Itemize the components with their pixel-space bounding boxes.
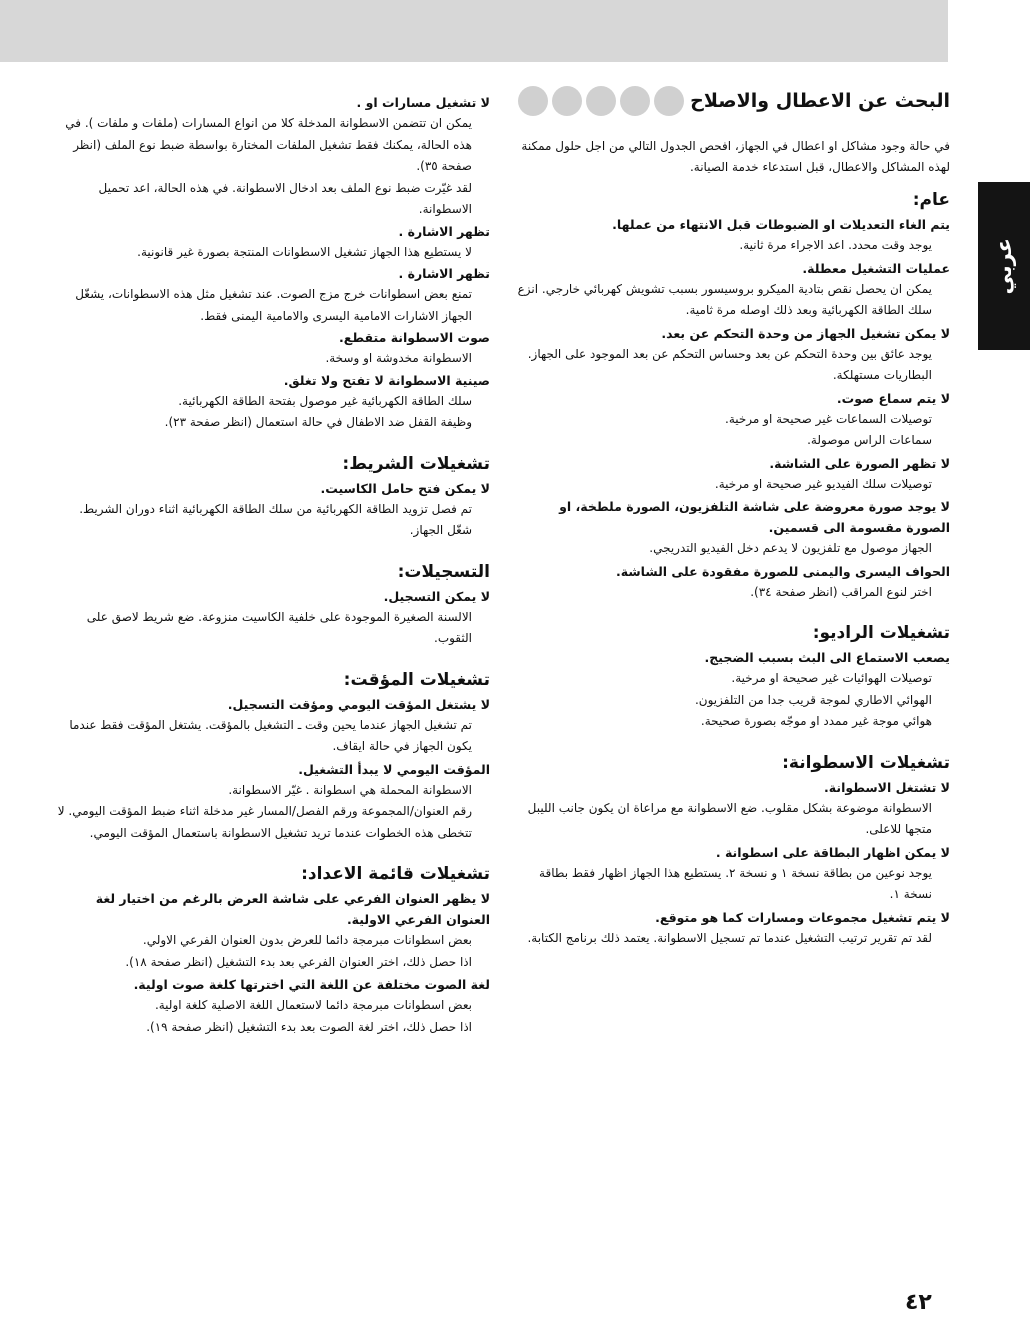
remedy-text: اذا حصل ذلك، اختر لغة الصوت بعد بدء التشغيل (انظر صفحة ١٩). xyxy=(146,1019,472,1034)
symptom-heading: لا يمكن التسجيل. xyxy=(383,588,490,604)
remedy-text: توصيلات سلك الفيديو غير صحيحة او مرخية. xyxy=(714,476,932,491)
section xyxy=(514,621,950,733)
remedy-text: توصيلات السماعات غير صحيحة او مرخية. xyxy=(725,411,932,426)
symptom-heading: يصعب الاستماع الى البث بسبب الضجيج. xyxy=(704,650,950,665)
symptom-heading: لا تشتغل الاسطوانة. xyxy=(824,779,950,795)
remedy-text: بعض اسطوانات مبرمجة دائما للعرض بدون العنوان الفرعي الاولي. xyxy=(142,933,472,947)
section-heading: تشغيلات الشريط: xyxy=(342,453,490,474)
section xyxy=(56,668,490,845)
section xyxy=(56,862,490,1038)
section xyxy=(514,188,950,603)
left-sections xyxy=(56,92,490,1038)
decorative-dot xyxy=(552,86,582,116)
symptom-heading: لغة الصوت مختلفة عن اللغة التي اخترتها كلغة صوت اولية. xyxy=(133,977,490,992)
symptom-heading: صينية الاسطوانة لا تفتح ولا تغلق. xyxy=(283,372,490,388)
remedy-text: اذا حصل ذلك، اختر العنوان الفرعي بعد بدء التشغيل (انظر صفحة ١٨). xyxy=(125,954,472,969)
symptom-heading: عمليات التشغيل معطلة. xyxy=(802,260,950,276)
section-heading: تشغيلات قائمة الاعداد: xyxy=(301,864,490,884)
symptom-heading: لا تشغيل مسارات او . xyxy=(356,95,490,110)
top-gray-band xyxy=(0,0,948,62)
remedy-text: وظيفة القفل ضد الاطفال في حالة استعمال (انظر صفحة ٢٣). xyxy=(164,415,472,429)
remedy-text: بعض اسطوانات مبرمجة دائما لاستعمال اللغة الاصلية كلغة اولية. xyxy=(154,998,472,1012)
remedy-text: تمنع بعض اسطوانات خرج مزج الصوت. عند تشغيل مثل هذه الاسطوانات، يشغّل الجهاز الاشارات الامامية اليسرى والامامية اليمنى فقط. xyxy=(75,287,472,323)
remedy-text: الاسطوانة مخدوشة او وسخة. xyxy=(325,351,472,365)
section-heading: التسجيلات: xyxy=(397,561,490,582)
symptom-heading: صوت الاسطوانة متقطع. xyxy=(339,330,490,345)
remedy-text: يمكن ان يحصل نقص بتادية الميكرو بروسيسور بسبب تشويش كهربائي خارجي. انزع سلك الطاقة الكهربائية وبعد ذلك اوصله مرة ثامية. xyxy=(517,281,932,317)
remedy-text: الالسنة الصغيرة الموجودة على خلفية الكاسيت منزوعة. ضع شريط لاصق على الثقوب. xyxy=(86,609,472,645)
remedy-text: لقد غيّرت ضبط نوع الملف بعد ادخال الاسطوانة. في هذه الحالة، اعد تحميل الاسطوانة. xyxy=(98,180,472,216)
remedy-text: سماعات الراس موصولة. xyxy=(807,433,932,447)
page-title-bar xyxy=(514,86,950,116)
decorative-dot xyxy=(620,86,650,116)
page-title: البحث عن الاعطال والاصلاح xyxy=(690,90,950,112)
symptom-heading: لا يتم سماع صوت. xyxy=(836,390,950,406)
symptom-heading: لا يمكن فتح حامل الكاسيت. xyxy=(320,480,490,496)
symptom-heading: لا يظهر العنوان الفرعي على شاشة العرض بالرغم من اختيار لغة العنوان الفرعي الاولية. xyxy=(95,891,490,927)
remedy-text: الاسطوانة المحملة هي اسطوانة . غيّر الاسطوانة. xyxy=(228,782,472,797)
section xyxy=(56,92,490,434)
decorative-dot xyxy=(518,86,548,116)
remedy-text: تم فصل تزويد الطاقة الكهربائية من سلك الطاقة الكهربائية اثناء دوران الشريط. شغّل الجهاز. xyxy=(79,501,472,537)
right-column xyxy=(514,86,950,949)
section xyxy=(56,452,490,542)
remedy-text: البطاريات مستهلكة. xyxy=(832,368,932,382)
title-decoration-dots xyxy=(518,86,684,116)
remedy-text: اختر لنوع المراقب (انظر صفحة ٣٤). xyxy=(750,584,932,599)
symptom-heading: لا يشتغل المؤقت اليومي ومؤقت التسجيل. xyxy=(227,696,490,712)
symptom-heading: تظهر الاشارة . xyxy=(398,266,490,281)
symptom-heading: تظهر الاشارة . xyxy=(398,223,490,239)
intro-paragraph: في حالة وجود مشاكل او اعطال في الجهاز، افحص الجدول التالي من اجل حلول ممكنة لهذه المشاكل والاعطال، قبل استدعاء خدمة الصيانة. xyxy=(521,139,950,174)
language-tab-label: عربي xyxy=(992,237,1016,295)
remedy-text: يمكن ان تتضمن الاسطوانة المدخلة كلا من انواع المسارات (ملفات و ملفات ). في هذه الحالة، يمكنك فقط تشغيل الملفات المختارة بواسطة ضبط نوع الملف (انظر صفحة ٣٥). xyxy=(65,116,472,173)
remedy-text: يوجد عائق بين وحدة التحكم عن بعد وحساس التحكم عن بعد الموجود على الجهاز. xyxy=(527,346,932,361)
remedy-text: سلك الطاقة الكهربائية غير موصول بفتحة الطاقة الكهربائية. xyxy=(178,393,472,408)
symptom-heading: لا يمكن اظهار البطاقة على اسطوانة . xyxy=(715,844,950,860)
remedy-text: توصيلات الهوائيات غير صحيحة او مرخية. xyxy=(731,671,932,685)
remedy-text: لا يستطيع هذا الجهاز تشغيل الاسطوانات المنتجة بصورة غير قانونية. xyxy=(137,244,472,259)
section-heading: تشغيلات الاسطوانة: xyxy=(782,752,950,773)
page-number: ٤٢ xyxy=(905,1290,932,1315)
right-sections xyxy=(514,188,950,949)
symptom-heading: لا تظهر الصورة على الشاشة. xyxy=(769,455,950,471)
remedy-text: رقم العنوان/المجموعة ورقم الفصل/المسار غير مدخلة اثناء ضبط المؤقت اليومي. لا تتخطى هذه الخطوات عندما تريد تشغيل الاسطوانة باستعمال المؤقت اليومي. xyxy=(57,804,472,840)
remedy-text: لقد تم تقرير ترتيب التشغيل عندما تم تسجيل الاسطوانة. يعتمد ذلك برنامج الكتابة. xyxy=(527,930,932,945)
symptom-heading: لا يوجد صورة معروضة على شاشة التلفزيون، الصورة ملطخة، او الصورة مقسومة الى قسمين. xyxy=(559,499,950,535)
section-heading: تشغيلات المؤقت: xyxy=(343,669,490,690)
symptom-heading: الحواف اليسرى واليمنى للصورة مفقودة على الشاشة. xyxy=(616,563,950,579)
section xyxy=(56,560,490,650)
symptom-heading: لا يمكن تشغيل الجهاز من وحدة التحكم عن بعد. xyxy=(661,325,950,341)
remedy-text: يوجد وقت محدد. اعد الاجراء مرة ثانية. xyxy=(739,238,932,252)
symptom-heading: المؤقت اليومي لا يبدأ التشغيل. xyxy=(298,761,490,777)
remedy-text: يوجد نوعين من بطاقة نسخة ١ و نسخة ٢. يستطيع هذا الجهاز اظهار فقط بطاقة نسخة ١. xyxy=(539,865,932,901)
left-column xyxy=(56,92,490,1038)
remedy-text: الجهاز موصول مع تلفزيون لا يدعم دخل الفيديو التدريجي. xyxy=(649,541,932,555)
remedy-text: هوائي موجة غير ممدد او موجّه بصورة صحيحة. xyxy=(700,714,932,728)
symptom-heading: لا يتم تشغيل مجموعات ومسارات كما هو متوقع. xyxy=(655,909,950,925)
symptom-heading: يتم الغاء التعديلات او الضبوطات قبل الانتهاء من عملها. xyxy=(612,217,950,232)
remedy-text: تم تشغيل الجهاز عندما يحين وقت ـ التشغيل بالمؤقت. يشتغل المؤقت فقط عندما يكون الجهاز في حالة ايقاف. xyxy=(69,717,472,753)
section xyxy=(514,751,950,950)
decorative-dot xyxy=(586,86,616,116)
decorative-dot xyxy=(654,86,684,116)
remedy-text: الاسطوانة موضوعة بشكل مقلوب. ضع الاسطوانة مع مراعاة ان يكون جانب الليبل متجها للاعلى. xyxy=(527,800,932,836)
section-heading: تشغيلات الراديو: xyxy=(812,623,950,643)
section-heading: عام: xyxy=(912,190,950,210)
language-side-tab xyxy=(978,182,1030,350)
remedy-text: الهوائي الاطاري لموجة قريب جدا من التلفزيون. xyxy=(694,692,932,707)
